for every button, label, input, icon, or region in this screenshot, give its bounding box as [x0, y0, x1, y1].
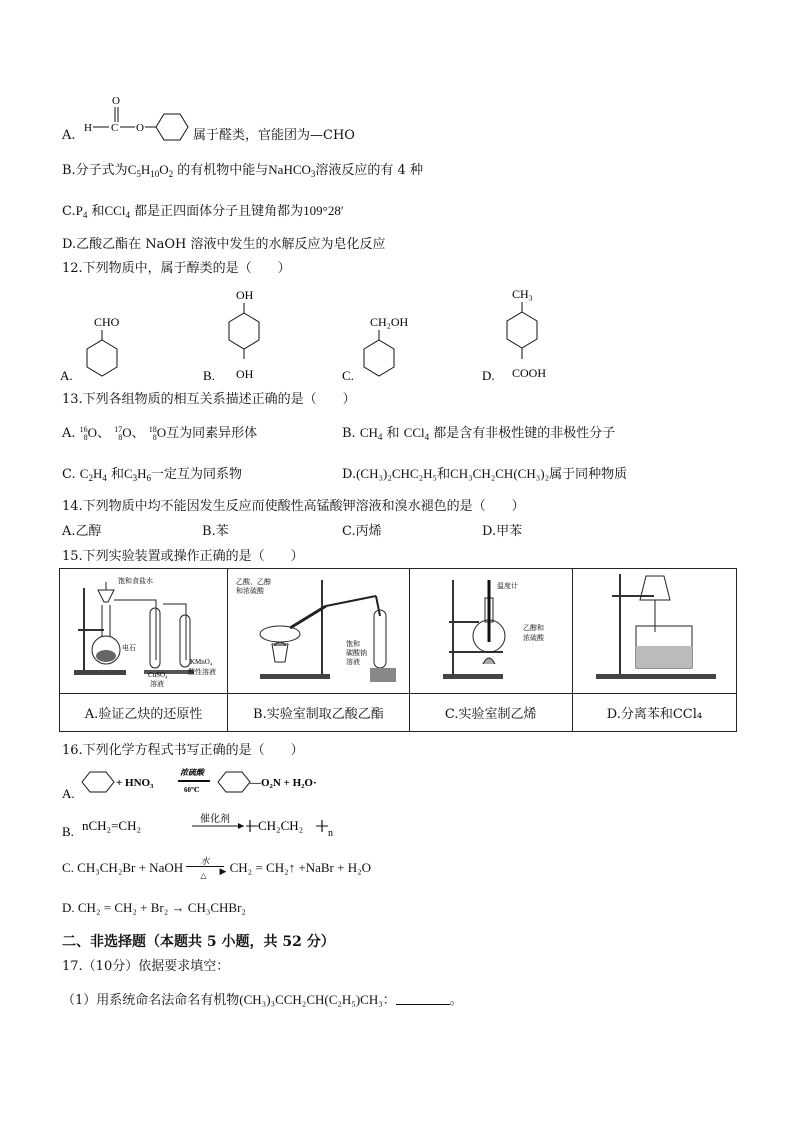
apparatus-c-image — [413, 570, 569, 688]
section2-title: 二、非选择题（本题共 5 小题，共 52 分） — [62, 934, 335, 950]
label-conc-acid: 浓硫酸 — [522, 634, 544, 642]
label-sulfuric: 和浓硫酸 — [236, 587, 265, 595]
q16-b-n: n — [328, 828, 333, 839]
q12-option-a-structure — [60, 312, 150, 384]
q12-c-group: CH₂OH — [370, 315, 409, 329]
q16-option-a-equation — [60, 764, 380, 806]
q13-option-a: A. 16 8O、 17 8O、 18 8O互为同素异形体 — [62, 425, 258, 442]
label-cuso4: CuSO₄ — [147, 671, 168, 679]
label-ethanol: 乙醇和 — [522, 624, 544, 632]
q16-a-letter: A. — [62, 786, 75, 801]
q16-a-cond-bot: 60℃ — [184, 786, 200, 794]
q16-option-c: C. CH₃CH₂Br + NaOH 水 ▶ △ CH₂ = CH₂↑ +NaBr + H₂O — [62, 856, 372, 880]
answer-blank[interactable] — [396, 992, 450, 1005]
q16-option-d: D. CH₂ = CH₂ + Br₂ → CH₃CHBr₂ — [62, 900, 246, 915]
q14-option-a: A.乙醇 — [62, 524, 102, 539]
caption-a: A.验证乙炔的还原性 — [60, 694, 228, 732]
q12-b-bottom: OH — [236, 367, 254, 381]
q11-option-a-text: 属于醛类，官能团为—CHO — [193, 128, 355, 143]
q17-stem: 17.（10分）依据要求填空： — [62, 959, 230, 974]
q13-option-b: B. $CH_4$ 和 CCl$_4$ 都是含有非极性键的非极性分子 — [342, 425, 616, 442]
struct-c: C — [111, 122, 119, 134]
apparatus-b-cell — [228, 569, 409, 694]
q13-option-c: C. $C_2H_4$ 和$C_3H_6$一定互为同系物 — [62, 466, 243, 483]
q12-option-c-structure — [342, 312, 442, 384]
q16-b-rhs: CH₂CH₂ — [258, 818, 304, 833]
apparatus-a-image — [64, 570, 224, 688]
q11-option-c: $C.P_4$ 和CCl$_4$ 都是正四面体分子且键角都为109°28′ — [62, 203, 344, 220]
label-saturated: 饱和 — [346, 640, 361, 648]
q12-d-letter: D. — [482, 368, 495, 383]
phenyl-formate-structure — [80, 92, 200, 144]
caption-b: B.实验室制取乙酸乙酯 — [228, 694, 409, 732]
q12-a-letter: A. — [60, 368, 73, 383]
apparatus-d-cell — [572, 569, 736, 694]
q16-b-cond: 催化剂 — [200, 814, 230, 825]
label-carbonate: 碳酸钠 — [346, 649, 368, 657]
q15-stem: 15.下列实验装置或操作正确的是（ ） — [62, 549, 304, 564]
q13-option-d: D.(CH₃)₂CHC₂H₅和CH₃CH₂CH(CH₃)₂属于同种物质 — [342, 466, 628, 482]
q12-a-group: CHO — [94, 315, 120, 329]
q16-stem: 16.下列化学方程式书写正确的是（ ） — [62, 743, 304, 758]
q16-a-cond-top: 浓硫酸 — [180, 768, 204, 777]
q12-stem: 12.下列物质中，属于醇类的是（ ） — [62, 261, 291, 276]
q12-b-letter: B. — [203, 368, 215, 383]
caption-d: D.分离苯和CCl₄ — [572, 694, 736, 732]
q12-b-top: OH — [236, 288, 254, 302]
label-kmno4: KMnO₄ — [189, 658, 212, 666]
q16-a-product: —O₂N + H₂O· — [250, 777, 317, 789]
struct-h: H — [84, 122, 92, 134]
label-b-solution: 溶液 — [346, 658, 361, 666]
q14-stem: 14.下列物质中均不能因发生反应而使酸性高锰酸钾溶液和溴水褪色的是（ ） — [62, 499, 525, 514]
label-solution: 溶液 — [149, 680, 164, 688]
apparatus-a-cell — [60, 569, 228, 694]
q16-option-b-equation — [60, 810, 360, 844]
label-thermometer: 温度计 — [496, 582, 518, 590]
q12-option-b-structure — [200, 285, 290, 385]
struct-o-mid: O — [136, 122, 144, 134]
q13-stem: 13.下列各组物质的相互关系描述正确的是（ ） — [62, 392, 356, 407]
apparatus-d-image — [576, 570, 732, 688]
q11-option-a-letter: A. — [62, 128, 76, 143]
label-reactants: 乙酸、乙醇 — [236, 578, 272, 586]
q16-b-letter: B. — [62, 824, 74, 839]
q12-d-top: CH₃ — [512, 287, 533, 301]
q17-part1: （1）用系统命名法命名有机物(CH₃)₃CCH₂CH(C₂H₅)CH₃： 。 — [62, 992, 463, 1008]
q16-a-reagent: + HNO₃ — [116, 777, 154, 789]
q14-option-d: D.甲苯 — [482, 524, 523, 539]
struct-o-top: O — [112, 95, 120, 107]
q11-option-d: D.乙酸乙酯在 NaOH 溶液中发生的水解反应为皂化反应 — [62, 237, 386, 252]
label-acid-solution: 酸性溶液 — [187, 668, 216, 676]
q16-b-lhs: nCH₂=CH₂ — [82, 818, 142, 833]
q12-c-letter: C. — [342, 368, 354, 383]
q11-option-b: B.分子式为$C_5H_{10}O_2$ 的有机物中能与NaHCO$_3$溶液反应的有 4 种 — [62, 162, 423, 179]
apparatus-c-cell — [409, 569, 572, 694]
q14-option-b: B.苯 — [202, 524, 229, 539]
apparatus-b-image — [230, 570, 406, 688]
q12-option-d-structure — [482, 284, 592, 384]
q12-d-bottom: COOH — [512, 366, 547, 380]
caption-c: C.实验室制乙烯 — [409, 694, 572, 732]
q15-apparatus-table — [59, 568, 737, 732]
q14-option-c: C.丙烯 — [342, 524, 382, 539]
label-brine: 饱和食盐水 — [117, 577, 153, 585]
q16-c-arrow: 水 ▶ △ — [186, 858, 226, 876]
label-carbide: 电石 — [121, 644, 136, 652]
